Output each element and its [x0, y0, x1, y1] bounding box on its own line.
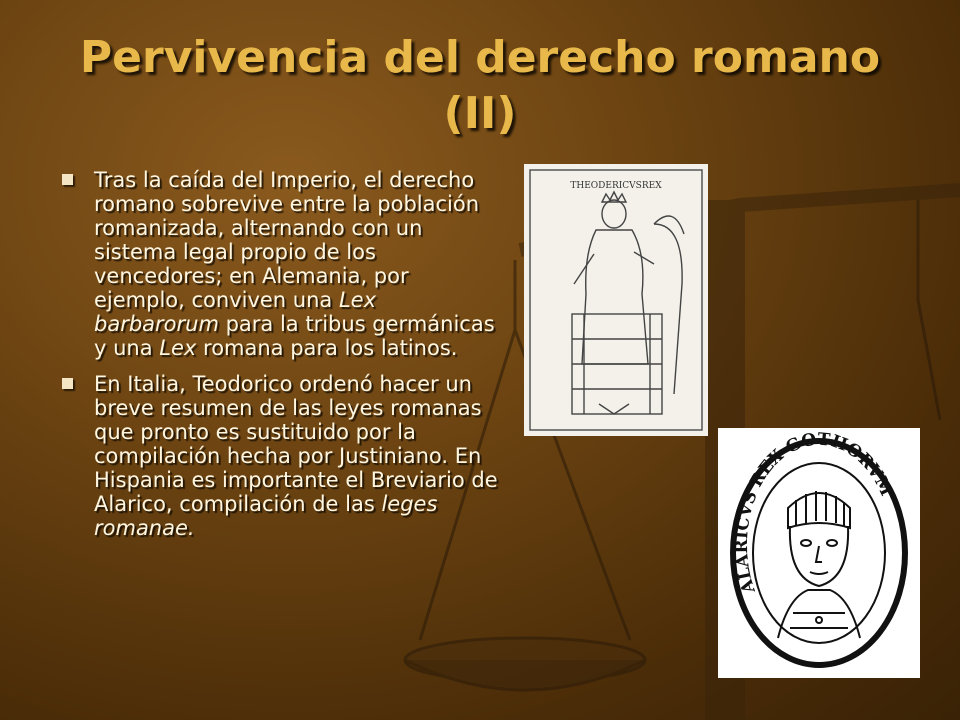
bullet-text: Tras la caída del Imperio, el derecho romano sobrevive entre la población romanizada, alternando con un sistema legal propio de los vencedores; en Alemania, por ejemplo, conviven una [94, 168, 480, 312]
slide-title-line1: Pervivencia del derecho romano [79, 32, 881, 83]
bullet-list [58, 168, 498, 552]
bullet-emphasis: Lex [159, 336, 197, 360]
theodoric-engraving-image [524, 164, 708, 436]
alaric-seal-image [718, 428, 920, 678]
bullet-emphasis: leges romanae. [94, 492, 438, 540]
bullet-emphasis: Lex barbarorum [94, 288, 377, 336]
square-bullet-icon [62, 174, 73, 185]
slide-title [40, 30, 920, 142]
alaric-seal-inscription: ALARICVS REX GOTHORVM [731, 429, 897, 596]
theodoric-caption: THEODERICVSREX [570, 181, 662, 191]
bullet-text: romana para los latinos. [196, 336, 458, 360]
square-bullet-icon [62, 378, 73, 389]
bullet-text: para la tribus germánicas y una [94, 312, 495, 360]
slide-title-line2: (II) [443, 88, 517, 139]
bullet-item [58, 168, 498, 360]
bullet-item [58, 372, 498, 540]
bullet-text: En Italia, Teodorico ordenó hacer un breve resumen de las leyes romanas que pronto es sustituido por la compilación hecha por Justiniano. En Hispania es importante el Breviario de Alarico, compilación de las [94, 372, 498, 516]
